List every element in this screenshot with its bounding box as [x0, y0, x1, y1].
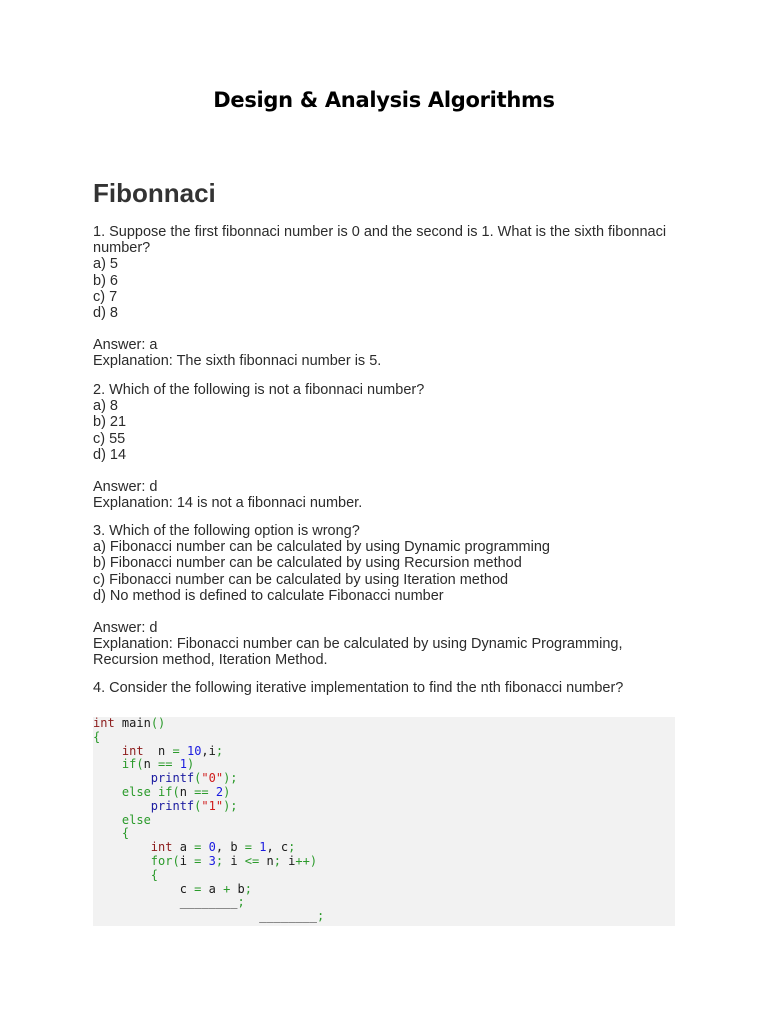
- code-token: a: [201, 881, 224, 896]
- answer: Answer: d: [93, 479, 158, 496]
- code-token: ++): [295, 853, 318, 868]
- question-text: 4. Consider the following iterative implementation to find the nth fibonacci number?: [93, 680, 624, 696]
- code-token: int: [121, 743, 144, 758]
- code-token: =: [244, 840, 253, 855]
- code-token: "1": [201, 798, 224, 813]
- question-text: 3. Which of the following option is wrong?: [93, 523, 360, 539]
- code-token: {: [93, 729, 101, 744]
- code-token: printf: [150, 771, 195, 786]
- code-token: 1: [259, 840, 267, 855]
- code-token: <=: [244, 853, 260, 868]
- answer: Answer: a: [93, 337, 158, 354]
- code-token: =: [172, 743, 180, 758]
- code-token: n: [143, 757, 159, 772]
- code-token: =: [194, 881, 202, 896]
- code-token: =: [194, 853, 202, 868]
- code-token: ==: [158, 757, 173, 772]
- code-token: n: [259, 853, 274, 868]
- code-token: (: [172, 784, 180, 799]
- code-token: (: [194, 798, 202, 813]
- code-token: ;: [244, 881, 252, 896]
- code-token: 1: [179, 757, 187, 772]
- code-token: );: [223, 771, 238, 786]
- code-token: , b: [215, 840, 245, 855]
- option-a: a) 5: [93, 256, 118, 273]
- section-heading: Fibonnaci: [93, 178, 216, 208]
- code-token: ;: [288, 840, 296, 855]
- code-token: ==: [194, 784, 209, 799]
- code-token: ,i: [201, 743, 216, 758]
- code-token: i: [223, 853, 245, 868]
- code-token: =: [194, 840, 202, 855]
- code-token: ;: [316, 909, 325, 924]
- answer: Answer: d: [93, 620, 158, 637]
- code-token: {: [150, 867, 159, 882]
- question-text: 1. Suppose the first fibonnaci number is 0 and the second is 1. What is the sixth fibonnaci number?: [93, 224, 671, 257]
- explanation: Explanation: The sixth fibonnaci number is 5.: [93, 353, 382, 370]
- question-1: [93, 224, 683, 370]
- code-token: for: [150, 853, 173, 868]
- option-b: b) 6: [93, 272, 118, 289]
- code-token: i: [179, 853, 195, 868]
- code-token: int: [150, 840, 173, 855]
- option-a: a) 8: [93, 398, 118, 415]
- code-token: );: [223, 798, 238, 813]
- option-b: b) 21: [93, 414, 127, 431]
- question-text: 2. Which of the following is not a fibonnaci number?: [93, 382, 425, 398]
- code-token: (: [172, 853, 180, 868]
- code-token: (: [136, 757, 144, 772]
- document-title: Design & Analysis Algorithms: [213, 88, 555, 112]
- option-a: a) Fibonacci number can be calculated by using Dynamic programming: [93, 539, 550, 556]
- question-2: [93, 382, 683, 511]
- code-token: a: [172, 840, 195, 855]
- code-token: n: [143, 743, 173, 758]
- code-token: ): [223, 784, 231, 799]
- option-c: c) 55: [93, 430, 126, 447]
- code-token: b: [230, 881, 245, 896]
- option-c: c) Fibonacci number can be calculated by using Iteration method: [93, 571, 509, 588]
- code-token: 3: [208, 853, 216, 868]
- code-token: printf: [150, 798, 195, 813]
- code-token: main: [114, 717, 151, 730]
- explanation: Explanation: Fibonacci number can be calculated by using Dynamic Programming, Recursion method, Iteration Method.: [93, 636, 627, 669]
- code-block: [93, 717, 675, 926]
- code-token: ;: [215, 743, 224, 758]
- code-token: 2: [215, 784, 224, 799]
- explanation: Explanation: 14 is not a fibonnaci number.: [93, 495, 363, 512]
- question-4: [93, 680, 683, 696]
- question-3: [93, 523, 683, 669]
- option-d: d) 14: [93, 446, 127, 463]
- code-token: ;: [273, 853, 281, 868]
- code-token: ): [186, 757, 195, 772]
- option-c: c) 7: [93, 288, 118, 305]
- code-token: if: [121, 757, 137, 772]
- code-token: 0: [208, 840, 216, 855]
- code-token: , c: [266, 840, 289, 855]
- option-b: b) Fibonacci number can be calculated by using Recursion method: [93, 555, 522, 572]
- code-token: 10: [186, 743, 202, 758]
- code-token: +: [223, 881, 231, 896]
- code-blank: ________: [259, 909, 317, 924]
- code-token: "0": [201, 771, 224, 786]
- code-blank: ________: [179, 895, 238, 910]
- code-token: else: [121, 812, 151, 827]
- code-token: int: [93, 717, 115, 730]
- code-token: (): [150, 717, 166, 730]
- code-listing: [93, 717, 324, 924]
- code-token: (: [194, 771, 202, 786]
- code-token: n: [179, 784, 195, 799]
- code-token: else if: [121, 784, 173, 799]
- option-d: d) No method is defined to calculate Fibonacci number: [93, 587, 444, 604]
- code-token: {: [121, 826, 130, 841]
- option-d: d) 8: [93, 305, 118, 322]
- code-token: ;: [215, 853, 224, 868]
- code-token: c: [179, 881, 195, 896]
- code-token: i: [280, 853, 296, 868]
- code-token: ;: [237, 895, 245, 910]
